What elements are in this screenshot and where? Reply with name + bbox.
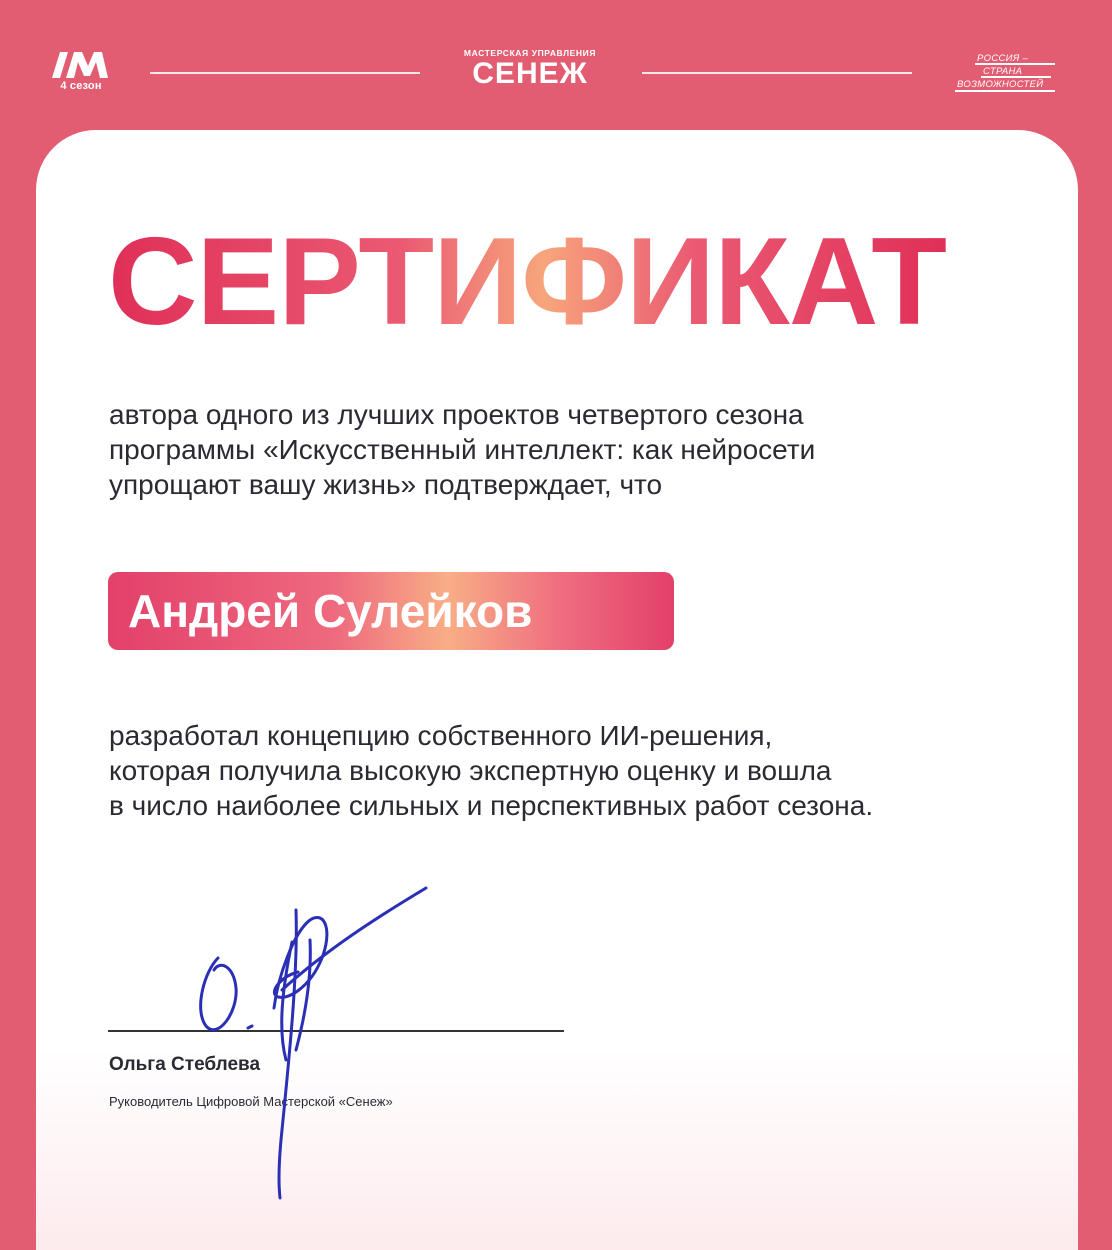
header-divider-right <box>642 72 912 74</box>
certificate-title: СЕРТИФИКАТ <box>108 213 946 351</box>
logo-line-3: ВОЗМОЖНОСТЕЙ <box>957 79 1044 90</box>
signature-line <box>108 1030 564 1032</box>
achievement-text <box>109 718 873 823</box>
recipient-name-badge <box>108 572 674 650</box>
header <box>0 0 1112 130</box>
signer-role: Руководитель Цифровой Мастерской «Сенеж» <box>109 1094 393 1109</box>
digital-workshop-logo-icon <box>50 50 110 80</box>
senezh-logo <box>445 48 615 90</box>
russia-land-of-opportunity-logo <box>955 52 1057 94</box>
achievement-line: разработал концепцию собственного ИИ-решения, <box>109 720 773 751</box>
intro-line: автора одного из лучших проектов четвертого сезона <box>109 399 804 430</box>
season-label: 4 сезон <box>60 80 102 92</box>
recipient-name: Андрей Сулейков <box>128 585 533 637</box>
senezh-logo-caption: МАСТЕРСКАЯ УПРАВЛЕНИЯ <box>463 48 597 58</box>
header-divider-left <box>150 72 420 74</box>
achievement-line: в число наиболее сильных и перспективных работ сезона. <box>109 790 874 821</box>
logo-line-2: СТРАНА <box>983 66 1023 77</box>
handwritten-signature <box>186 880 446 1200</box>
signer-name: Ольга Стеблева <box>109 1054 261 1075</box>
senezh-logo-wordmark: СЕНЕЖ <box>472 57 588 90</box>
logo-line-1: РОССИЯ – <box>977 53 1029 64</box>
certificate-card <box>36 130 1078 1250</box>
achievement-line: которая получила высокую экспертную оценку и вошла <box>109 755 832 786</box>
intro-line: упрощают вашу жизнь» подтверждает, что <box>109 469 663 500</box>
intro-text <box>109 397 815 502</box>
intro-line: программы «Искусственный интеллект: как нейросети <box>109 434 816 465</box>
season-logo <box>50 50 110 96</box>
